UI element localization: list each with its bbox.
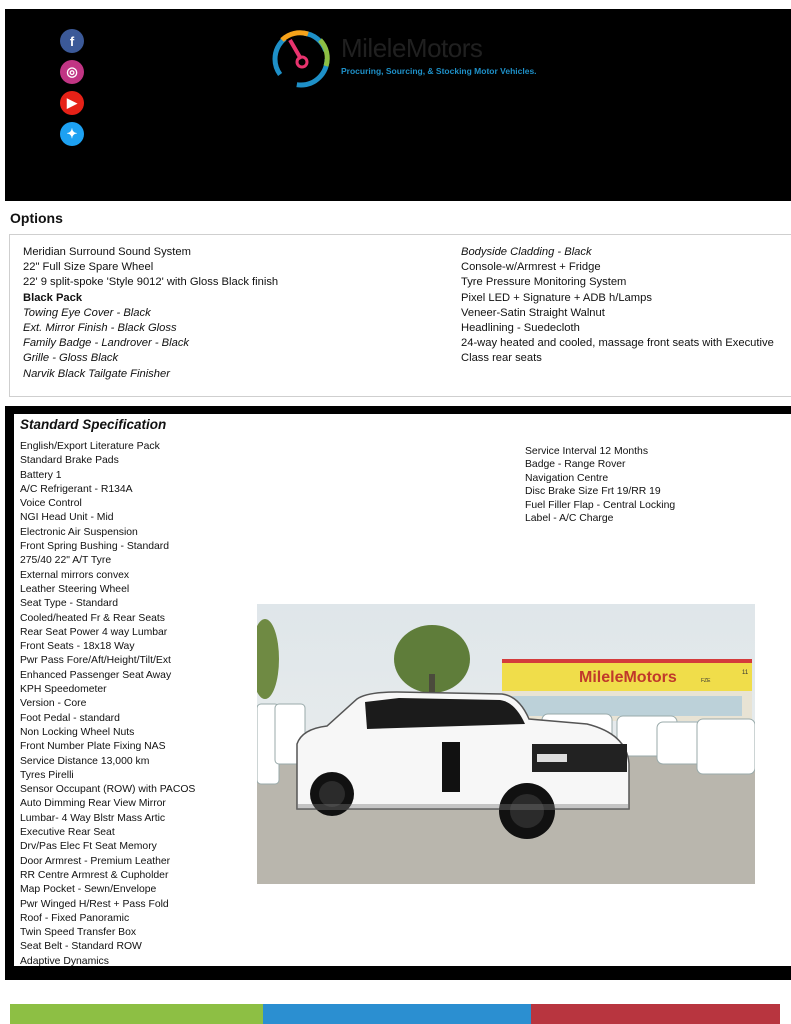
- spec-item: Version - Core: [20, 698, 87, 710]
- spec-item: Service Distance 13,000 km: [20, 755, 150, 767]
- milele-logo-icon: [268, 26, 338, 91]
- option-item: Console-w/Armrest + Fridge: [461, 261, 601, 274]
- option-item: 22" Full Size Spare Wheel: [23, 261, 154, 274]
- spec-item: Fuel Filler Flap - Central Locking: [525, 499, 676, 511]
- footer-bar-green: [10, 1004, 263, 1024]
- social-row[interactable]: [60, 60, 170, 84]
- options-panel: [9, 234, 791, 397]
- spec-title: Standard Specification: [20, 417, 167, 432]
- spec-item: Auto Dimming Rear View Mirror: [20, 798, 166, 810]
- spec-item: Badge - Range Rover: [525, 459, 626, 471]
- social-row[interactable]: [60, 122, 170, 146]
- spec-item: Seat Belt - Standard ROW: [20, 941, 142, 953]
- social-links: [60, 29, 170, 153]
- spec-item: Enhanced Passenger Seat Away: [20, 669, 172, 681]
- spec-item: Navigation Centre: [525, 472, 609, 484]
- spec-item: Sensor Occupant (ROW) with PACOS: [20, 784, 196, 796]
- spec-right-column: [525, 445, 785, 525]
- option-item: 24-way heated and cooled, massage front seats with Executive Class rear seats: [461, 337, 774, 365]
- option-item: 22' 9 split-spoke 'Style 9012' with Gloss Black finish: [23, 276, 279, 289]
- spec-item: Twin Speed Transfer Box: [20, 927, 137, 939]
- spec-item: KPH Speedometer: [20, 684, 107, 696]
- standard-spec-panel: [14, 414, 791, 966]
- spec-item: Disc Brake Size Frt 19/RR 19: [525, 486, 661, 498]
- spec-item: 275/40 22" A/T Tyre: [20, 555, 112, 567]
- options-right-column: [461, 245, 781, 367]
- spec-item: Front Seats - 18x18 Way: [20, 641, 135, 653]
- spec-item: Battery 1: [20, 469, 62, 481]
- spec-item: Electronic Air Suspension: [20, 526, 138, 538]
- option-item: Towing Eye Cover - Black: [23, 306, 151, 319]
- footer-bar-red: [531, 1004, 780, 1024]
- spec-item: Foot Pedal - standard: [20, 712, 120, 724]
- spec-item: Pwr Pass Fore/Aft/Height/Tilt/Ext: [20, 655, 171, 667]
- brand-tagline: Procuring, Sourcing, & Stocking Motor Vehicles.: [341, 66, 537, 76]
- header-banner: [5, 9, 791, 201]
- social-row[interactable]: [60, 29, 170, 53]
- spec-left-column: [20, 440, 260, 969]
- instagram-icon[interactable]: ◎: [60, 60, 84, 84]
- option-item: Tyre Pressure Monitoring System: [461, 276, 627, 289]
- spec-item: Adaptive Dynamics: [20, 955, 109, 967]
- spec-item: Lumbar- 4 Way Blstr Mass Artic: [20, 812, 166, 824]
- standard-spec-frame: [5, 406, 791, 980]
- option-item: Meridian Surround Sound System: [23, 246, 191, 258]
- option-item: Black Pack: [23, 291, 83, 304]
- options-left-column: [23, 245, 443, 382]
- option-item: Headlining - Suedecloth: [461, 322, 580, 335]
- spec-item: Non Locking Wheel Nuts: [20, 726, 135, 738]
- spec-item: Leather Steering Wheel: [20, 583, 130, 595]
- spec-item: Roof - Fixed Panoramic: [20, 912, 130, 924]
- social-row[interactable]: [60, 91, 170, 115]
- brand-name: MileleMotors: [341, 33, 483, 63]
- spec-item: Map Pocket - Sewn/Envelope: [20, 884, 157, 896]
- spec-item: Tyres Pirelli: [20, 769, 74, 781]
- spec-item: Front Number Plate Fixing NAS: [20, 741, 166, 753]
- spec-item: Service Interval 12 Months: [525, 446, 649, 457]
- showroom-number: 11: [742, 670, 749, 676]
- spec-item: RR Centre Armrest & Cupholder: [20, 869, 169, 881]
- spec-item: Pwr Winged H/Rest + Pass Fold: [20, 898, 169, 910]
- spec-item: Drv/Pas Elec Ft Seat Memory: [20, 841, 157, 853]
- spec-item: Cooled/heated Fr & Rear Seats: [20, 612, 165, 624]
- spec-item: Rear Seat Power 4 way Lumbar: [20, 626, 168, 638]
- spec-item: Seat Type - Standard: [20, 598, 119, 610]
- twitter-icon[interactable]: ✦: [60, 122, 84, 146]
- showroom-sign-suffix: FZE: [701, 678, 711, 684]
- spec-item: Door Armrest - Premium Leather: [20, 855, 171, 867]
- facebook-icon[interactable]: f: [60, 29, 84, 53]
- options-title: Options: [10, 210, 63, 226]
- spec-item: Executive Rear Seat: [20, 827, 115, 839]
- showroom-sign: MileleMotors: [579, 669, 677, 686]
- spec-item: A/C Refrigerant - R134A: [20, 483, 133, 495]
- option-item: Ext. Mirror Finish - Black Gloss: [23, 322, 177, 335]
- spec-item: English/Export Literature Pack: [20, 441, 160, 452]
- option-item: Pixel LED + Signature + ADB h/Lamps: [461, 291, 652, 304]
- option-item: Veneer-Satin Straight Walnut: [461, 306, 605, 319]
- spec-item: NGI Head Unit - Mid: [20, 512, 114, 524]
- footer-bar-blue: [263, 1004, 531, 1024]
- spec-item: Front Spring Bushing - Standard: [20, 541, 170, 553]
- option-item: Narvik Black Tailgate Finisher: [23, 367, 170, 380]
- option-item: Grille - Gloss Black: [23, 352, 119, 365]
- spec-item: Voice Control: [20, 498, 82, 510]
- option-item: Bodyside Cladding - Black: [461, 246, 592, 258]
- spec-item: Standard Brake Pads: [20, 455, 119, 467]
- vehicle-photo: [257, 604, 755, 884]
- spec-item: External mirrors convex: [20, 569, 130, 581]
- spec-item: Label - A/C Charge: [525, 513, 614, 525]
- option-item: Family Badge - Landrover - Black: [23, 337, 190, 350]
- youtube-icon[interactable]: ▶: [60, 91, 84, 115]
